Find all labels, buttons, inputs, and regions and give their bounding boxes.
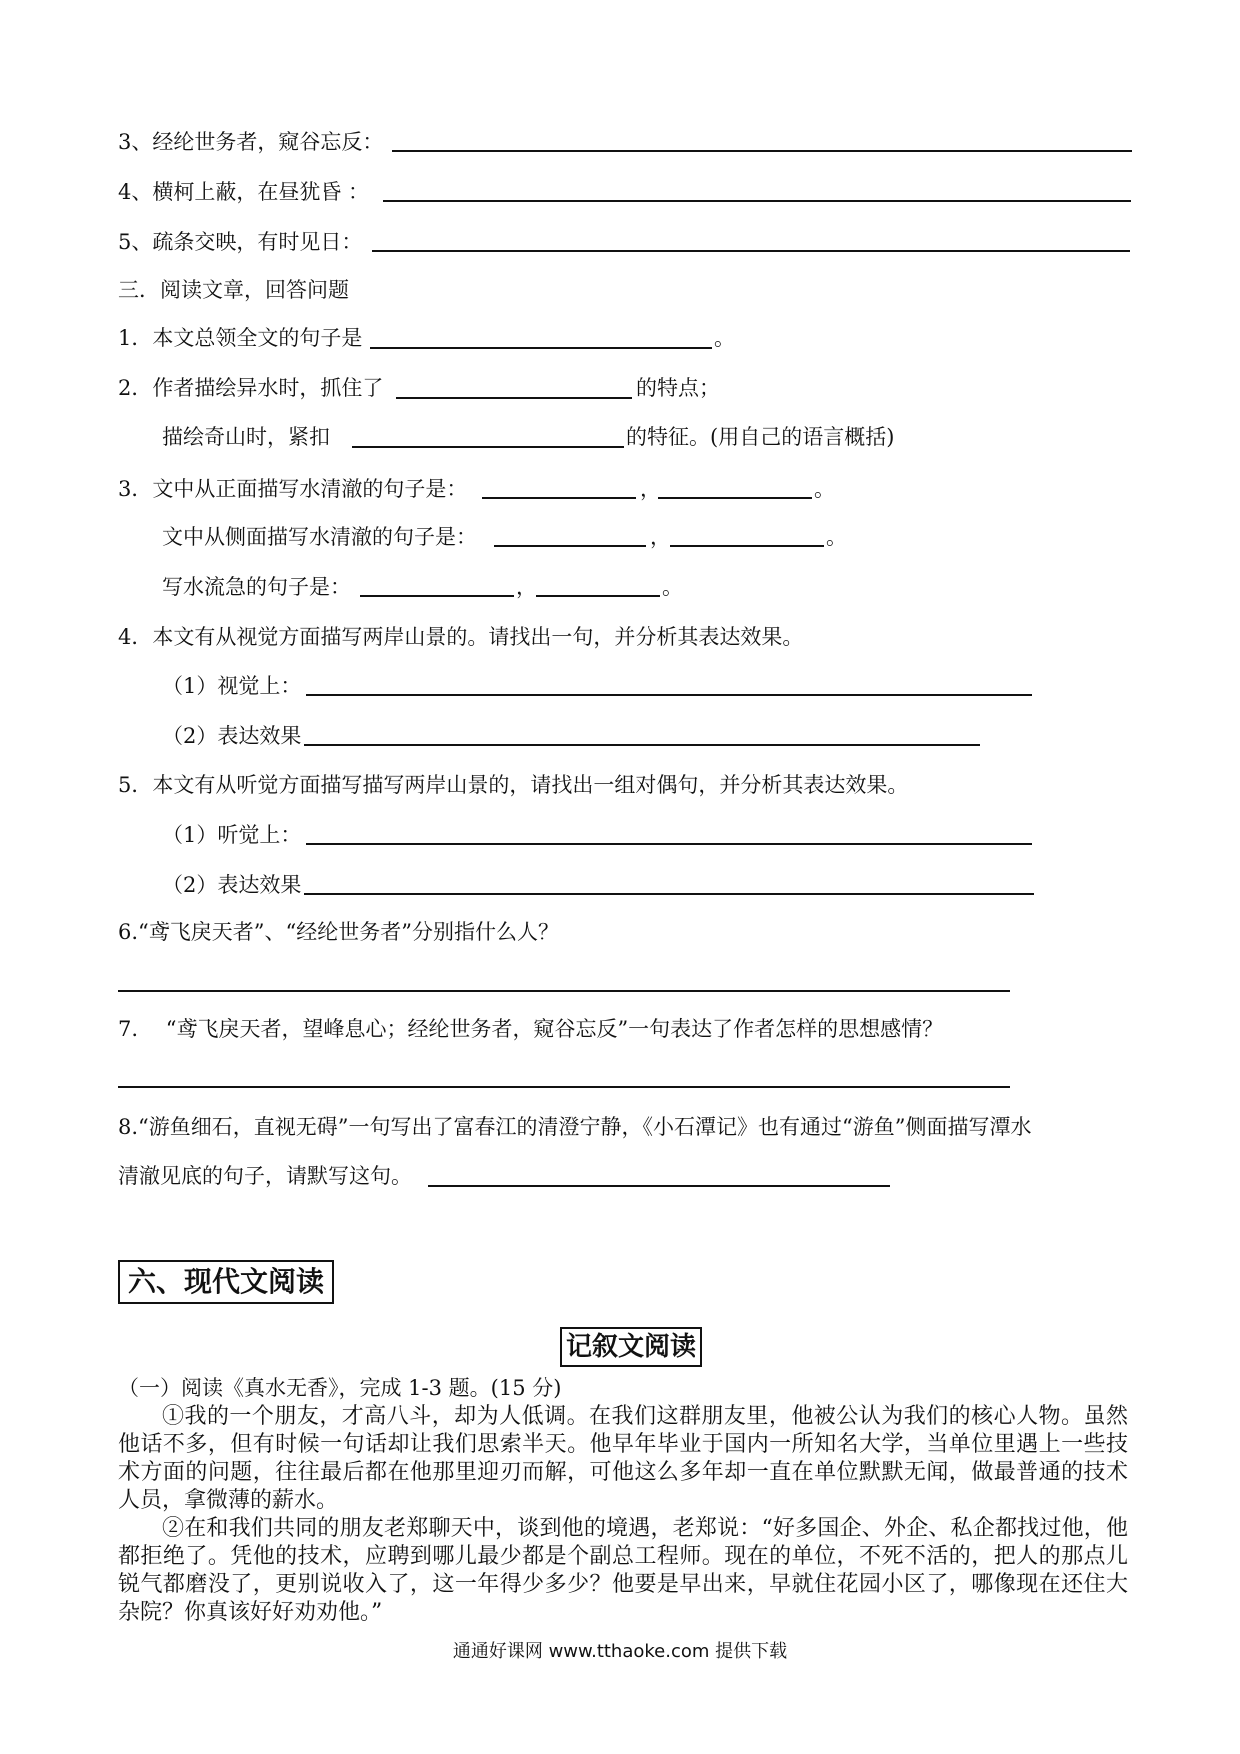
q5-answer-line[interactable] (304, 893, 1034, 895)
page-footer: 通通好课网 www.tthaoke.com 提供下载 (452, 1641, 788, 1662)
answer-line[interactable] (392, 150, 1132, 152)
q1-answer-line[interactable] (370, 347, 712, 349)
q6-answer-line[interactable] (118, 990, 1010, 992)
q8-line1: 8.“游鱼细石，直视无碍”一句写出了富春江的清澄宁静，《小石潭记》也有通过“游鱼”侧面描写潭水 (118, 1115, 1032, 1139)
q3-answer-line[interactable] (658, 497, 812, 499)
q5-sub1: （1）听觉上： (162, 823, 302, 847)
q7-prompt: 7. “鸢飞戾天者，望峰息心；经纶世务者，窥谷忘反”一句表达了作者怎样的思想感情？ (118, 1017, 944, 1041)
q8-answer-line[interactable] (428, 1185, 890, 1187)
q1-text: 1．本文总领全文的句子是 (118, 326, 363, 350)
q3-text-b: 文中从侧面描写水清澈的句子是： (162, 525, 477, 549)
poem-item-4: 4、横柯上蔽，在昼犹昏 ： (118, 180, 370, 204)
q2-text-after: 的特点； (636, 376, 720, 400)
answer-line[interactable] (383, 200, 1131, 202)
section-six-subtitle: 记叙文阅读 (560, 1327, 702, 1367)
q3-text-a: 3．文中从正面描写水清澈的句子是： (118, 477, 468, 501)
q7-answer-line[interactable] (118, 1086, 1010, 1088)
q5-sub2: （2）表达效果 (162, 873, 302, 897)
q5-prompt: 5．本文有从听觉方面描写描写两岸山景的，请找出一组对偶句，并分析其表达效果。 (118, 773, 909, 797)
q3-text-c: 写水流急的句子是： (162, 575, 351, 599)
q4-sub1: （1）视觉上： (162, 674, 302, 698)
q2-text: 2．作者描绘异水时，抓住了 (118, 376, 384, 400)
q3-period: 。 (662, 575, 683, 599)
passage-paragraph-2: ②在和我们共同的朋友老郑聊天中，谈到他的境遇，老郑说：“好多国企、外企、私企都找过他，他都拒绝了。凭他的技术，应聘到哪儿最少都是个副总工程师。现在的单位，不死不活的，把人的那点儿锐气都磨没了，更别说收入了，这一年得少多少？他要是早出来，早就住花园小区了，哪像现在还住大杂院？你真该好好劝劝他。” (118, 1516, 1128, 1625)
passage-paragraph-1: ①我的一个朋友，才高八斗，却为人低调。在我们这群朋友里，他被公认为我们的核心人物。虽然他话不多，但有时候一句话却让我们思索半天。他早年毕业于国内一所知名大学，当单位里遇上一些技术方面的问题，往往最后都在他那里迎刃而解，可他这么多年却一直在单位默默无闻，做最普通的技术人员，拿微薄的薪水。 (118, 1404, 1128, 1513)
q2-text-b: 描绘奇山时，紧扣 (162, 425, 330, 449)
q6-prompt: 6.“鸢飞戾天者”、“经纶世务者”分别指什么人？ (118, 920, 559, 944)
q2-answer-line-a[interactable] (396, 397, 632, 399)
q3-answer-line[interactable] (360, 595, 514, 597)
q3-period: 。 (826, 525, 847, 549)
poem-item-3: 3、经纶世务者，窥谷忘反： (118, 130, 384, 154)
reading-passage (118, 1403, 1128, 1627)
q3-comma: ， (650, 525, 671, 549)
q3-answer-line[interactable] (482, 497, 636, 499)
section-six-title: 六、现代文阅读 (118, 1260, 334, 1304)
q3-answer-line[interactable] (494, 545, 646, 547)
q2-answer-line-b[interactable] (352, 446, 624, 448)
q4-sub2: （2）表达效果 (162, 724, 302, 748)
reading-intro: （一）阅读《真水无香》，完成 1-3 题。(15 分) (118, 1376, 562, 1400)
q5-answer-line[interactable] (306, 843, 1032, 845)
q1-period: 。 (714, 326, 735, 350)
q3-comma: ， (516, 575, 537, 599)
section-three-heading: 三．阅读文章，回答问题 (118, 278, 349, 302)
q3-answer-line[interactable] (536, 595, 660, 597)
q4-answer-line[interactable] (306, 694, 1032, 696)
answer-line[interactable] (372, 250, 1130, 252)
q3-answer-line[interactable] (670, 545, 824, 547)
q4-answer-line[interactable] (304, 744, 980, 746)
q3-comma: ， (640, 477, 661, 501)
q3-period: 。 (814, 477, 835, 501)
q2-text-b-after: 的特征。(用自己的语言概括) (626, 425, 895, 449)
q8-line2: 清澈见底的句子，请默写这句。 (118, 1164, 412, 1188)
q4-prompt: 4．本文有从视觉方面描写两岸山景的。请找出一句，并分析其表达效果。 (118, 625, 804, 649)
poem-item-5: 5、疏条交映，有时见日： (118, 230, 363, 254)
